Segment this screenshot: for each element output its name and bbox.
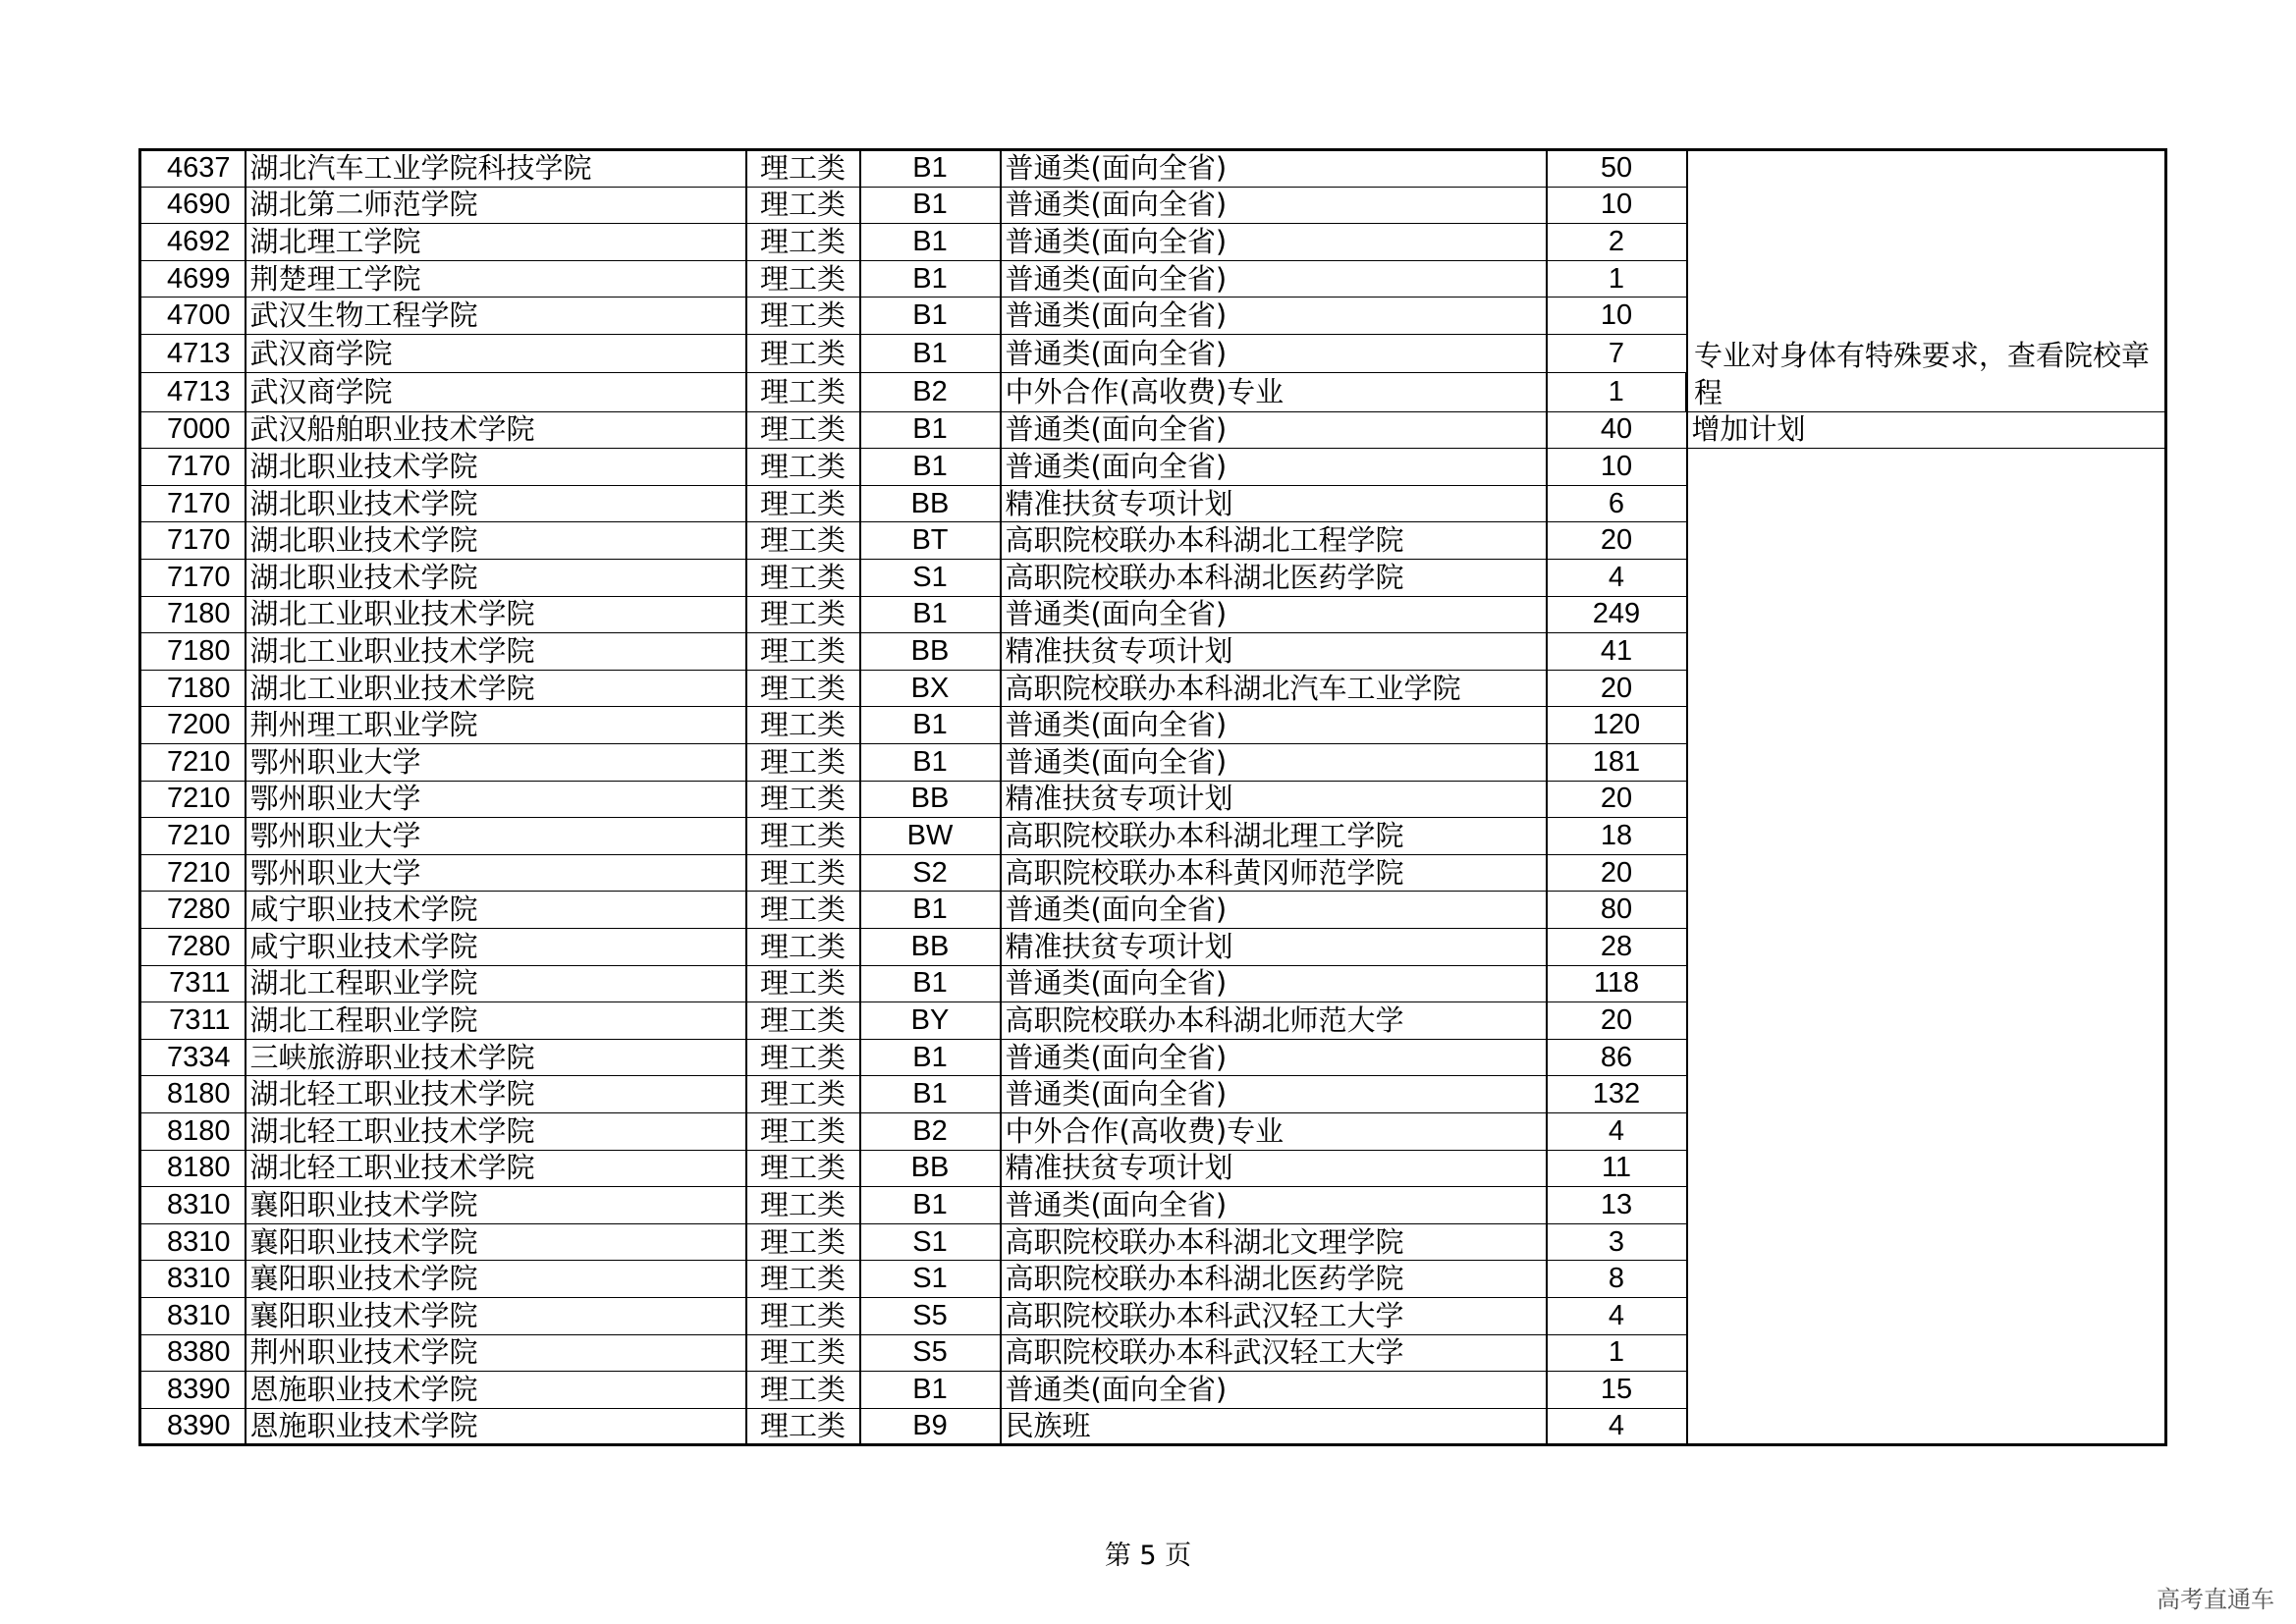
table-row: [140, 596, 2166, 633]
note-cell: [1687, 1150, 2166, 1187]
category-cell: 理工类: [746, 744, 860, 782]
plan-count-cell: 18: [1547, 818, 1687, 855]
school-code-cell: 7180: [140, 633, 246, 671]
plan-count-cell: 20: [1547, 1002, 1687, 1040]
category-cell: 理工类: [746, 334, 860, 372]
batch-code-cell: B1: [860, 596, 1001, 633]
school-code-cell: 8180: [140, 1112, 246, 1150]
batch-code-cell: B2: [860, 1112, 1001, 1150]
category-cell: 理工类: [746, 485, 860, 522]
category-cell: 理工类: [746, 373, 860, 411]
note-cell: [1687, 150, 2166, 188]
note-cell: [1687, 707, 2166, 744]
batch-code-cell: B2: [860, 373, 1001, 411]
category-cell: 理工类: [746, 1334, 860, 1372]
table-row: [140, 1187, 2166, 1224]
school-name-cell: 鄂州职业大学: [246, 854, 746, 892]
note-cell: [1687, 1187, 2166, 1224]
table-row: [140, 224, 2166, 261]
school-code-cell: 8180: [140, 1076, 246, 1113]
plan-count-cell: 6: [1547, 485, 1687, 522]
batch-code-cell: B1: [860, 334, 1001, 372]
watermark-text: 高考直通车: [2157, 1586, 2274, 1613]
plan-count-cell: 11: [1547, 1150, 1687, 1187]
plan-type-cell: 高职院校联办本科湖北师范大学: [1001, 1002, 1547, 1040]
plan-count-cell: 86: [1547, 1039, 1687, 1076]
school-code-cell: 4700: [140, 298, 246, 335]
school-name-cell: 湖北第二师范学院: [246, 187, 746, 224]
school-name-cell: 襄阳职业技术学院: [246, 1261, 746, 1298]
table-row: [140, 298, 2166, 335]
school-name-cell: 咸宁职业技术学院: [246, 892, 746, 929]
table-row: [140, 1223, 2166, 1261]
plan-count-cell: 20: [1547, 781, 1687, 818]
note-cell: [1687, 1261, 2166, 1298]
note-cell: [1687, 670, 2166, 707]
batch-code-cell: S1: [860, 1261, 1001, 1298]
note-cell: [1687, 224, 2166, 261]
plan-type-cell: 普通类(面向全省): [1001, 449, 1547, 486]
school-name-cell: 湖北工业职业技术学院: [246, 670, 746, 707]
category-cell: 理工类: [746, 596, 860, 633]
table-row: [140, 449, 2166, 486]
note-cell: [1687, 1002, 2166, 1040]
school-code-cell: 7170: [140, 485, 246, 522]
school-code-cell: 4637: [140, 150, 246, 188]
plan-count-cell: 4: [1547, 1408, 1687, 1445]
note-cell: [1687, 744, 2166, 782]
category-cell: 理工类: [746, 1408, 860, 1445]
school-name-cell: 荆楚理工学院: [246, 260, 746, 298]
plan-type-cell: 高职院校联办本科湖北汽车工业学院: [1001, 670, 1547, 707]
batch-code-cell: B1: [860, 224, 1001, 261]
school-name-cell: 襄阳职业技术学院: [246, 1297, 746, 1334]
batch-code-cell: B1: [860, 1076, 1001, 1113]
plan-type-cell: 普通类(面向全省): [1001, 298, 1547, 335]
school-name-cell: 襄阳职业技术学院: [246, 1187, 746, 1224]
note-cell: [1687, 1297, 2166, 1334]
note-cell: [1687, 596, 2166, 633]
category-cell: 理工类: [746, 707, 860, 744]
school-name-cell: 湖北职业技术学院: [246, 449, 746, 486]
table-body: [140, 150, 2166, 1445]
batch-code-cell: B1: [860, 1372, 1001, 1409]
plan-count-cell: 10: [1547, 187, 1687, 224]
plan-count-cell: 20: [1547, 670, 1687, 707]
batch-code-cell: BT: [860, 522, 1001, 560]
category-cell: 理工类: [746, 1223, 860, 1261]
plan-count-cell: 4: [1547, 1297, 1687, 1334]
note-cell: [1687, 1039, 2166, 1076]
batch-code-cell: B1: [860, 449, 1001, 486]
school-name-cell: 湖北理工学院: [246, 224, 746, 261]
batch-code-cell: S5: [860, 1334, 1001, 1372]
plan-type-cell: 普通类(面向全省): [1001, 707, 1547, 744]
plan-type-cell: 高职院校联办本科湖北医药学院: [1001, 1261, 1547, 1298]
note-cell: [1687, 449, 2166, 486]
batch-code-cell: B1: [860, 892, 1001, 929]
batch-code-cell: B1: [860, 965, 1001, 1002]
school-code-cell: 7280: [140, 892, 246, 929]
category-cell: 理工类: [746, 1187, 860, 1224]
note-cell: [1687, 1076, 2166, 1113]
school-name-cell: 荆州理工职业学院: [246, 707, 746, 744]
table-row: [140, 854, 2166, 892]
batch-code-cell: BY: [860, 1002, 1001, 1040]
plan-count-cell: 10: [1547, 298, 1687, 335]
plan-type-cell: 高职院校联办本科武汉轻工大学: [1001, 1297, 1547, 1334]
plan-type-cell: 高职院校联办本科黄冈师范学院: [1001, 854, 1547, 892]
plan-count-cell: 1: [1547, 260, 1687, 298]
category-cell: 理工类: [746, 187, 860, 224]
school-name-cell: 鄂州职业大学: [246, 781, 746, 818]
table-row: [140, 965, 2166, 1002]
batch-code-cell: B1: [860, 150, 1001, 188]
plan-type-cell: 普通类(面向全省): [1001, 965, 1547, 1002]
table-row: [140, 1150, 2166, 1187]
school-code-cell: 4713: [140, 334, 246, 372]
note-cell: [1687, 929, 2166, 966]
batch-code-cell: BB: [860, 1150, 1001, 1187]
plan-type-cell: 高职院校联办本科湖北工程学院: [1001, 522, 1547, 560]
plan-count-cell: 1: [1547, 1334, 1687, 1372]
school-code-cell: 7210: [140, 781, 246, 818]
category-cell: 理工类: [746, 818, 860, 855]
plan-type-cell: 精准扶贫专项计划: [1001, 485, 1547, 522]
table-row: [140, 1334, 2166, 1372]
school-name-cell: 恩施职业技术学院: [246, 1372, 746, 1409]
plan-count-cell: 15: [1547, 1372, 1687, 1409]
school-name-cell: 湖北汽车工业学院科技学院: [246, 150, 746, 188]
table-row: [140, 1261, 2166, 1298]
note-cell: [1687, 1408, 2166, 1445]
batch-code-cell: BB: [860, 485, 1001, 522]
table-row: [140, 1002, 2166, 1040]
table-row: [140, 1372, 2166, 1409]
note-cell: [1687, 1372, 2166, 1409]
school-name-cell: 武汉生物工程学院: [246, 298, 746, 335]
batch-code-cell: BB: [860, 781, 1001, 818]
batch-code-cell: S1: [860, 1223, 1001, 1261]
school-code-cell: 7170: [140, 560, 246, 597]
category-cell: 理工类: [746, 892, 860, 929]
batch-code-cell: BB: [860, 929, 1001, 966]
school-name-cell: 湖北职业技术学院: [246, 522, 746, 560]
note-cell: [1687, 1334, 2166, 1372]
school-code-cell: 7280: [140, 929, 246, 966]
table-row: [140, 1039, 2166, 1076]
batch-code-cell: B1: [860, 1039, 1001, 1076]
batch-code-cell: B9: [860, 1408, 1001, 1445]
plan-count-cell: 4: [1547, 1112, 1687, 1150]
plan-type-cell: 高职院校联办本科湖北医药学院: [1001, 560, 1547, 597]
category-cell: 理工类: [746, 965, 860, 1002]
school-code-cell: 4690: [140, 187, 246, 224]
category-cell: 理工类: [746, 1297, 860, 1334]
plan-type-cell: 精准扶贫专项计划: [1001, 1150, 1547, 1187]
plan-type-cell: 高职院校联办本科湖北文理学院: [1001, 1223, 1547, 1261]
note-cell: [1687, 485, 2166, 522]
plan-type-cell: 中外合作(高收费)专业: [1001, 1112, 1547, 1150]
plan-type-cell: 普通类(面向全省): [1001, 892, 1547, 929]
plan-count-cell: 50: [1547, 150, 1687, 188]
category-cell: 理工类: [746, 854, 860, 892]
plan-count-cell: 181: [1547, 744, 1687, 782]
plan-count-cell: 120: [1547, 707, 1687, 744]
plan-count-cell: 20: [1547, 522, 1687, 560]
table-row: [140, 818, 2166, 855]
plan-count-cell: 7: [1547, 334, 1687, 372]
note-cell: [1687, 818, 2166, 855]
plan-type-cell: 普通类(面向全省): [1001, 187, 1547, 224]
category-cell: 理工类: [746, 1150, 860, 1187]
plan-count-cell: 20: [1547, 854, 1687, 892]
enrollment-plan-table: [138, 148, 2167, 1446]
batch-code-cell: B1: [860, 707, 1001, 744]
plan-type-cell: 精准扶贫专项计划: [1001, 633, 1547, 671]
plan-type-cell: 普通类(面向全省): [1001, 411, 1547, 449]
plan-type-cell: 高职院校联办本科湖北理工学院: [1001, 818, 1547, 855]
plan-type-cell: 普通类(面向全省): [1001, 1372, 1547, 1409]
page-number: 第 5 页: [1104, 1541, 1192, 1571]
batch-code-cell: S5: [860, 1297, 1001, 1334]
note-cell: [1687, 260, 2166, 298]
school-code-cell: 7200: [140, 707, 246, 744]
batch-code-cell: BX: [860, 670, 1001, 707]
category-cell: 理工类: [746, 150, 860, 188]
category-cell: 理工类: [746, 1002, 860, 1040]
school-name-cell: 咸宁职业技术学院: [246, 929, 746, 966]
batch-code-cell: B1: [860, 1187, 1001, 1224]
table-row: [140, 150, 2166, 188]
school-code-cell: 7180: [140, 596, 246, 633]
school-code-cell: 7170: [140, 522, 246, 560]
batch-code-cell: BW: [860, 818, 1001, 855]
note-cell: [1687, 892, 2166, 929]
school-name-cell: 武汉船舶职业技术学院: [246, 411, 746, 449]
note-cell: [1687, 1112, 2166, 1150]
school-code-cell: 8310: [140, 1223, 246, 1261]
school-name-cell: 鄂州职业大学: [246, 744, 746, 782]
plan-count-cell: 41: [1547, 633, 1687, 671]
school-code-cell: 7180: [140, 670, 246, 707]
plan-type-cell: 精准扶贫专项计划: [1001, 781, 1547, 818]
school-name-cell: 三峡旅游职业技术学院: [246, 1039, 746, 1076]
plan-type-cell: 普通类(面向全省): [1001, 334, 1547, 372]
plan-type-cell: 中外合作(高收费)专业: [1001, 373, 1547, 411]
school-name-cell: 湖北轻工职业技术学院: [246, 1150, 746, 1187]
note-cell: [1687, 633, 2166, 671]
category-cell: 理工类: [746, 633, 860, 671]
category-cell: 理工类: [746, 260, 860, 298]
plan-type-cell: 高职院校联办本科武汉轻工大学: [1001, 1334, 1547, 1372]
table-row: [140, 781, 2166, 818]
plan-type-cell: 普通类(面向全省): [1001, 260, 1547, 298]
batch-code-cell: B1: [860, 411, 1001, 449]
note-cell: [1687, 187, 2166, 224]
school-name-cell: 恩施职业技术学院: [246, 1408, 746, 1445]
school-name-cell: 湖北工程职业学院: [246, 965, 746, 1002]
plan-count-cell: 3: [1547, 1223, 1687, 1261]
school-code-cell: 7170: [140, 449, 246, 486]
category-cell: 理工类: [746, 781, 860, 818]
table-row: [140, 411, 2166, 449]
note-cell: 专业对身体有特殊要求，查看院校章程: [1687, 334, 2166, 411]
plan-count-cell: 4: [1547, 560, 1687, 597]
note-cell: [1687, 298, 2166, 335]
table-row: [140, 260, 2166, 298]
school-code-cell: 7334: [140, 1039, 246, 1076]
school-name-cell: 湖北职业技术学院: [246, 560, 746, 597]
plan-count-cell: 132: [1547, 1076, 1687, 1113]
note-cell: [1687, 781, 2166, 818]
table-row: [140, 707, 2166, 744]
school-code-cell: 4692: [140, 224, 246, 261]
category-cell: 理工类: [746, 1076, 860, 1113]
school-code-cell: 8380: [140, 1334, 246, 1372]
plan-type-cell: 普通类(面向全省): [1001, 150, 1547, 188]
batch-code-cell: S2: [860, 854, 1001, 892]
table-row: [140, 929, 2166, 966]
plan-type-cell: 普通类(面向全省): [1001, 596, 1547, 633]
plan-count-cell: 249: [1547, 596, 1687, 633]
table-row: [140, 633, 2166, 671]
plan-type-cell: 普通类(面向全省): [1001, 1076, 1547, 1113]
plan-count-cell: 118: [1547, 965, 1687, 1002]
plan-count-cell: 1: [1547, 373, 1687, 411]
batch-code-cell: B1: [860, 744, 1001, 782]
school-code-cell: 8180: [140, 1150, 246, 1187]
batch-code-cell: B1: [860, 187, 1001, 224]
school-name-cell: 荆州职业技术学院: [246, 1334, 746, 1372]
table-row: [140, 670, 2166, 707]
batch-code-cell: B1: [860, 260, 1001, 298]
plan-count-cell: 40: [1547, 411, 1687, 449]
category-cell: 理工类: [746, 224, 860, 261]
school-name-cell: 武汉商学院: [246, 334, 746, 372]
table-row: [140, 334, 2166, 372]
school-name-cell: 襄阳职业技术学院: [246, 1223, 746, 1261]
category-cell: 理工类: [746, 1112, 860, 1150]
batch-code-cell: B1: [860, 298, 1001, 335]
school-code-cell: 8390: [140, 1408, 246, 1445]
category-cell: 理工类: [746, 449, 860, 486]
school-code-cell: 8390: [140, 1372, 246, 1409]
school-code-cell: 8310: [140, 1187, 246, 1224]
school-code-cell: 7311: [140, 965, 246, 1002]
school-name-cell: 湖北轻工职业技术学院: [246, 1112, 746, 1150]
plan-type-cell: 普通类(面向全省): [1001, 224, 1547, 261]
category-cell: 理工类: [746, 929, 860, 966]
plan-type-cell: 普通类(面向全省): [1001, 744, 1547, 782]
table-row: [140, 1112, 2166, 1150]
school-name-cell: 武汉商学院: [246, 373, 746, 411]
school-code-cell: 7210: [140, 854, 246, 892]
school-code-cell: 4699: [140, 260, 246, 298]
table-row: [140, 744, 2166, 782]
plan-type-cell: 精准扶贫专项计划: [1001, 929, 1547, 966]
table-row: [140, 560, 2166, 597]
category-cell: 理工类: [746, 522, 860, 560]
plan-type-cell: 民族班: [1001, 1408, 1547, 1445]
school-code-cell: 7210: [140, 818, 246, 855]
plan-count-cell: 2: [1547, 224, 1687, 261]
table-row: [140, 522, 2166, 560]
note-cell: [1687, 1223, 2166, 1261]
school-name-cell: 鄂州职业大学: [246, 818, 746, 855]
plan-type-cell: 普通类(面向全省): [1001, 1187, 1547, 1224]
table-row: [140, 1076, 2166, 1113]
plan-count-cell: 8: [1547, 1261, 1687, 1298]
note-cell: [1687, 560, 2166, 597]
batch-code-cell: BB: [860, 633, 1001, 671]
category-cell: 理工类: [746, 670, 860, 707]
category-cell: 理工类: [746, 298, 860, 335]
table-row: [140, 485, 2166, 522]
school-code-cell: 7311: [140, 1002, 246, 1040]
school-code-cell: 7000: [140, 411, 246, 449]
plan-count-cell: 80: [1547, 892, 1687, 929]
table-row: [140, 892, 2166, 929]
category-cell: 理工类: [746, 1039, 860, 1076]
note-cell: [1687, 965, 2166, 1002]
plan-count-cell: 10: [1547, 449, 1687, 486]
school-code-cell: 7210: [140, 744, 246, 782]
table-row: [140, 1297, 2166, 1334]
school-name-cell: 湖北轻工职业技术学院: [246, 1076, 746, 1113]
batch-code-cell: S1: [860, 560, 1001, 597]
school-code-cell: 8310: [140, 1261, 246, 1298]
school-name-cell: 湖北工业职业技术学院: [246, 596, 746, 633]
category-cell: 理工类: [746, 411, 860, 449]
school-name-cell: 湖北工程职业学院: [246, 1002, 746, 1040]
note-cell: [1687, 854, 2166, 892]
table-row: [140, 187, 2166, 224]
category-cell: 理工类: [746, 1261, 860, 1298]
category-cell: 理工类: [746, 560, 860, 597]
note-cell: [1687, 522, 2166, 560]
note-cell: 增加计划: [1687, 411, 2166, 449]
school-name-cell: 湖北工业职业技术学院: [246, 633, 746, 671]
school-name-cell: 湖北职业技术学院: [246, 485, 746, 522]
plan-count-cell: 13: [1547, 1187, 1687, 1224]
category-cell: 理工类: [746, 1372, 860, 1409]
table-row: [140, 1408, 2166, 1445]
plan-type-cell: 普通类(面向全省): [1001, 1039, 1547, 1076]
school-code-cell: 4713: [140, 373, 246, 411]
school-code-cell: 8310: [140, 1297, 246, 1334]
plan-count-cell: 28: [1547, 929, 1687, 966]
